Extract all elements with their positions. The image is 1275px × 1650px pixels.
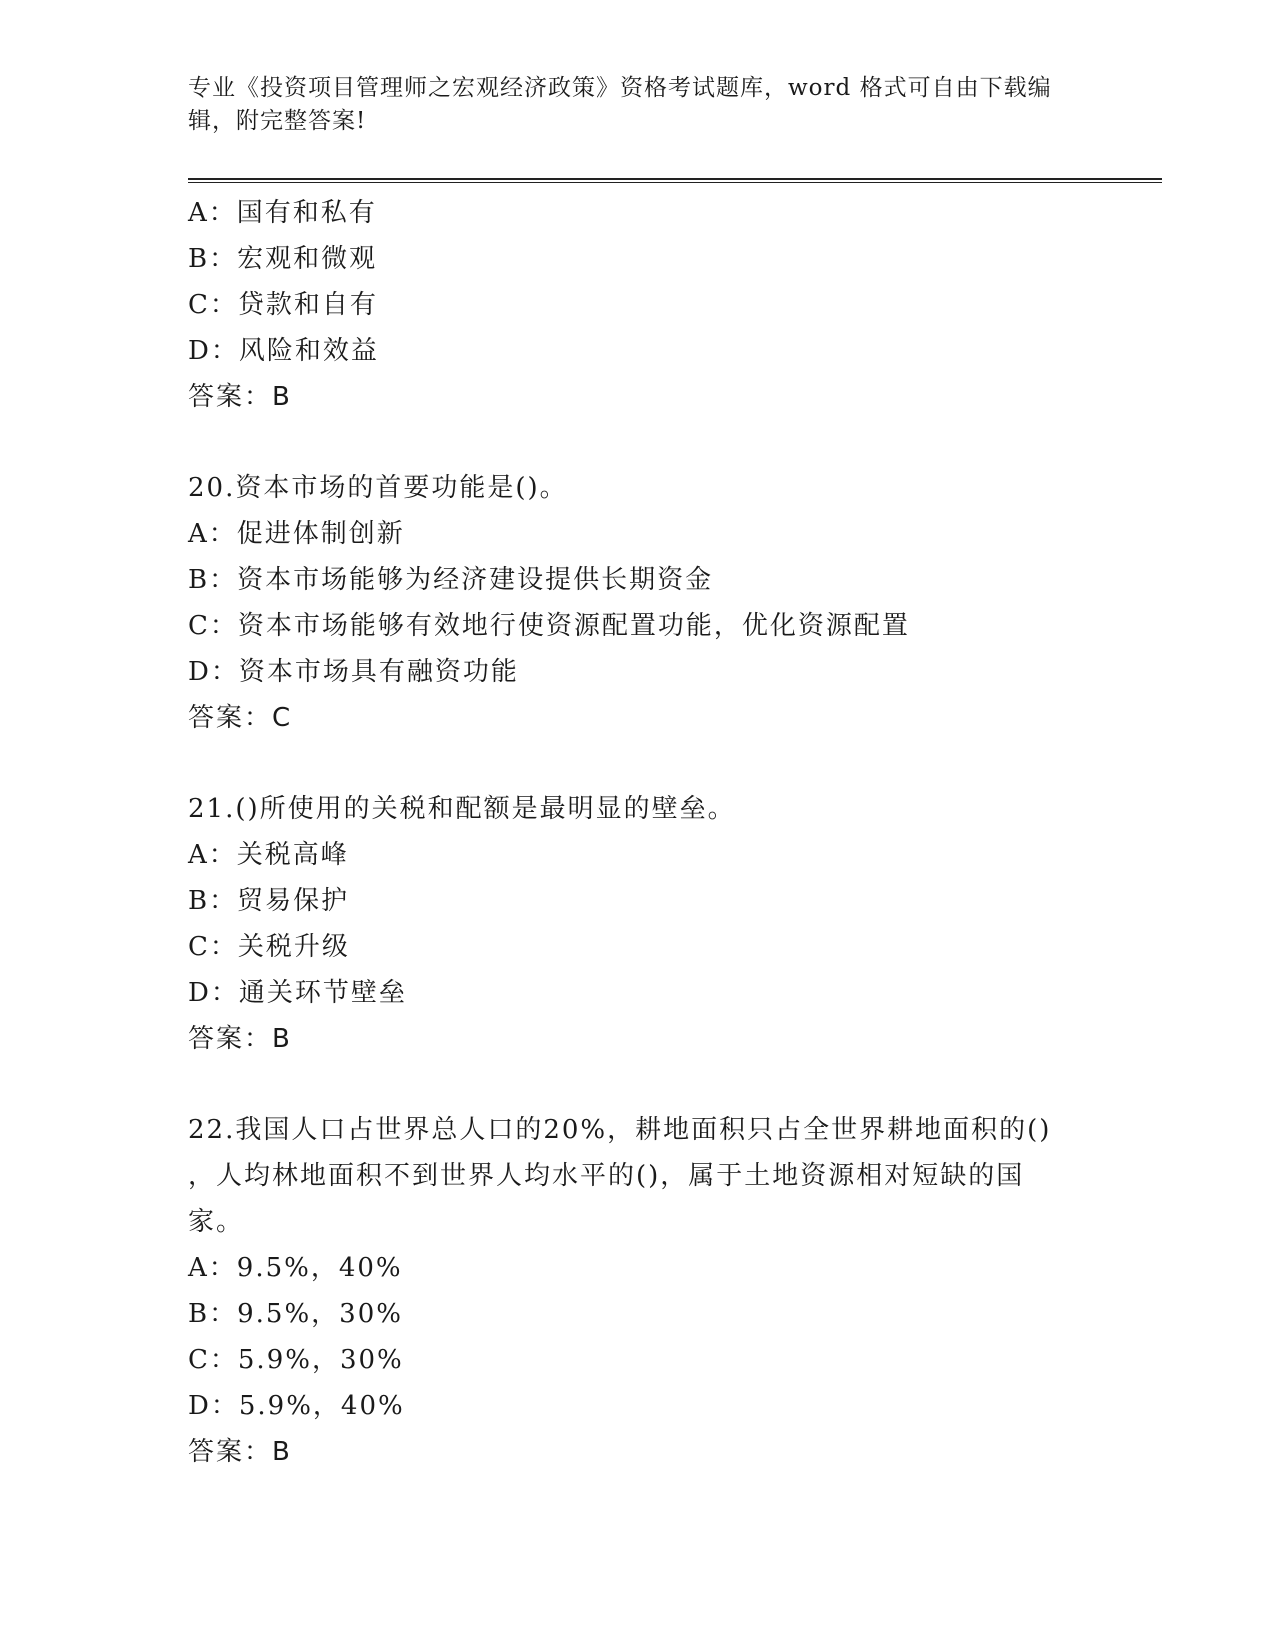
answer: 答案：B xyxy=(188,1024,292,1054)
option-d: D：资本市场具有融资功能 xyxy=(188,657,519,687)
option-b: B：宏观和微观 xyxy=(188,244,378,274)
question-stem-line-3: 家。 xyxy=(188,1207,245,1237)
option-c: C：贷款和自有 xyxy=(188,290,378,320)
answer: 答案：B xyxy=(188,382,292,412)
spacer xyxy=(188,1062,1108,1107)
option-d: D：5.9%，40% xyxy=(188,1391,405,1421)
question-stem: 21.()所使用的关税和配额是最明显的壁垒。 xyxy=(188,794,736,824)
option-c: C：资本市场能够有效地行使资源配置功能，优化资源配置 xyxy=(188,611,910,641)
option-b: B：贸易保护 xyxy=(188,886,350,916)
option-a: A：促进体制创新 xyxy=(188,519,405,549)
header-line-1: 专业《投资项目管理师之宏观经济政策》资格考试题库，word 格式可自由下载编 xyxy=(188,75,1052,101)
option-c: C：关税升级 xyxy=(188,932,350,962)
question-stem-line-2: ，人均林地面积不到世界人均水平的()，属于土地资源相对短缺的国 xyxy=(188,1161,1025,1191)
question-stem: 20.资本市场的首要功能是()。 xyxy=(188,473,568,503)
option-b: B：9.5%，30% xyxy=(188,1299,403,1329)
option-d: D：风险和效益 xyxy=(188,336,379,366)
question-list xyxy=(188,190,1108,1475)
option-b: B：资本市场能够为经济建设提供长期资金 xyxy=(188,565,714,595)
spacer xyxy=(188,420,1108,465)
option-a: A：9.5%，40% xyxy=(188,1253,403,1283)
question-22 xyxy=(188,1107,1108,1475)
question-stem-line-1: 22.我国人口占世界总人口的20%，耕地面积只占全世界耕地面积的() xyxy=(188,1115,1052,1145)
option-a: A：关税高峰 xyxy=(188,840,349,870)
question-19 xyxy=(188,190,1108,420)
question-20 xyxy=(188,465,1108,741)
header-divider xyxy=(188,178,1162,183)
spacer xyxy=(188,741,1108,786)
option-a: A：国有和私有 xyxy=(188,198,377,228)
answer: 答案：C xyxy=(188,703,293,733)
option-c: C：5.9%，30% xyxy=(188,1345,404,1375)
document-header xyxy=(188,72,1088,138)
header-line-2: 辑，附完整答案! xyxy=(188,108,367,134)
option-d: D：通关环节壁垒 xyxy=(188,978,407,1008)
question-21 xyxy=(188,786,1108,1062)
answer: 答案：B xyxy=(188,1437,292,1467)
